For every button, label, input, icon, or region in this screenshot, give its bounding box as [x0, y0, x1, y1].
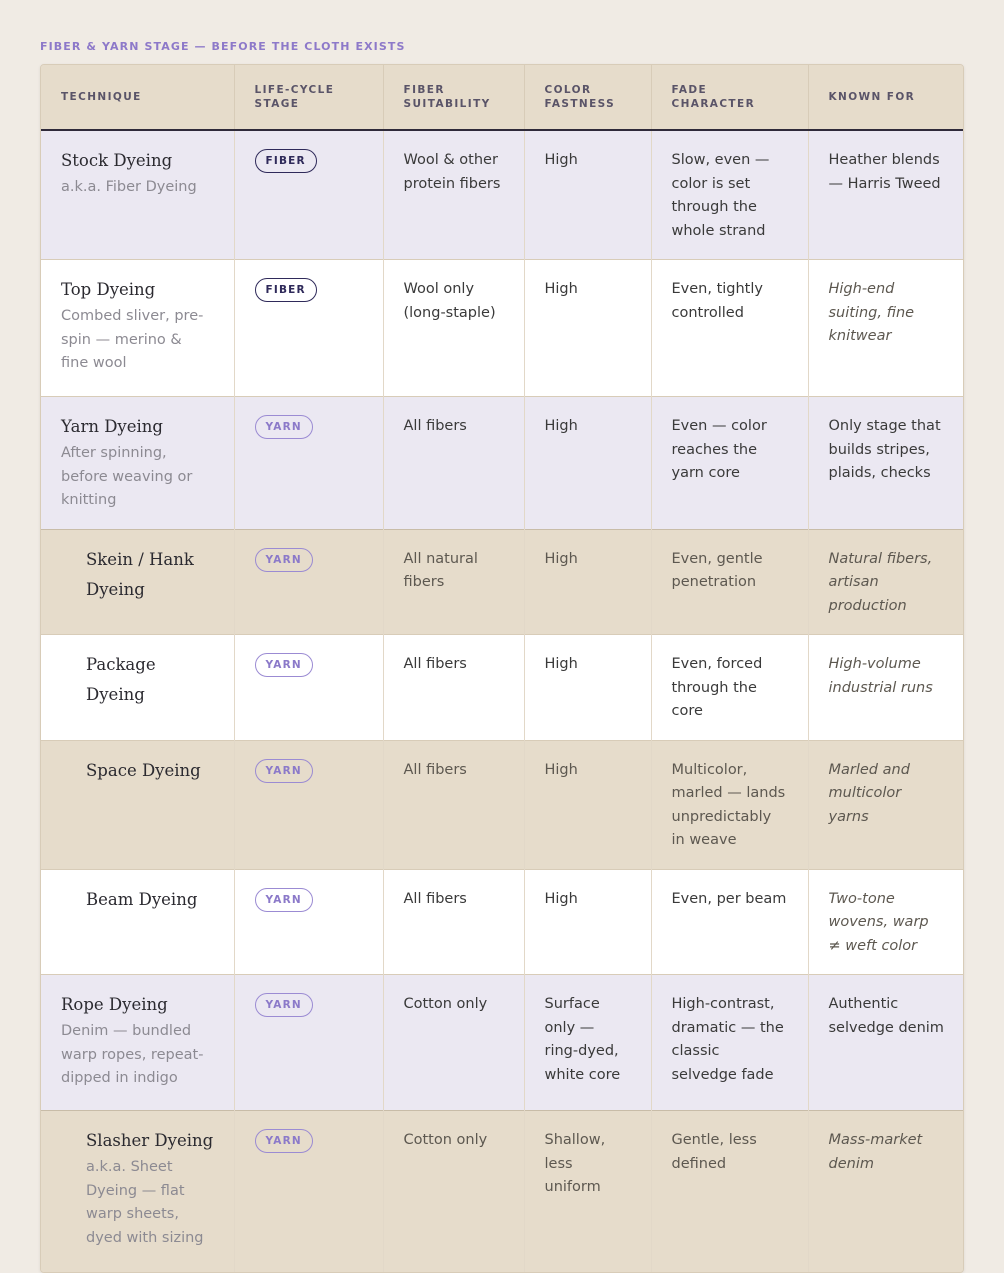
technique-cell [41, 397, 234, 530]
header-fastness: COLOR FASTNESS [524, 65, 651, 130]
header-fade: FADE CHARACTER [651, 65, 808, 130]
header-known: KNOWN FOR [828, 91, 916, 103]
technique-note: a.k.a. Sheet Dyeing — flat warp sheets, dyed with sizing [86, 1159, 204, 1246]
technique-note: a.k.a. Fiber Dyeing [61, 179, 197, 195]
technique-name: Beam Dyeing [86, 889, 198, 909]
stage-cell [234, 260, 383, 397]
fade-cell: Even, per beam [651, 869, 808, 975]
table-row [41, 1111, 964, 1272]
stage-cell [234, 740, 383, 869]
stage-badge: FIBER [255, 149, 317, 173]
stage-cell [234, 130, 383, 260]
table-row [41, 130, 964, 260]
fade-cell: Even, tightly controlled [651, 260, 808, 397]
fiber-cell: All fibers [383, 397, 524, 530]
stage-badge: YARN [255, 653, 313, 677]
technique-cell [41, 1111, 234, 1272]
table-row [41, 740, 964, 869]
fade-cell: Multicolor, marled — lands unpredictably in weave [651, 740, 808, 869]
stage-badge: YARN [255, 1129, 313, 1153]
technique-note: Denim — bundled warp ropes, repeat-dipped in indigo [61, 1023, 204, 1086]
technique-name: Yarn Dyeing [61, 417, 163, 436]
known-cell [808, 635, 964, 741]
technique-cell [41, 260, 234, 397]
fastness-cell: Shallow, less uniform [524, 1111, 651, 1272]
technique-note: Combed sliver, pre-spin — merino & fine wool [61, 308, 204, 371]
fiber-cell: Cotton only [383, 1111, 524, 1272]
fade-cell: Even — color reaches the yarn core [651, 397, 808, 530]
stage-cell [234, 869, 383, 975]
header-technique: TECHNIQUE [41, 65, 234, 130]
fastness-cell: High [524, 869, 651, 975]
fastness-cell: High [524, 635, 651, 741]
technique-name: Stock Dyeing [61, 151, 173, 170]
technique-name: Rope Dyeing [61, 995, 168, 1014]
technique-name: Skein / Hank Dyeing [86, 549, 194, 599]
known-cell: Authentic selvedge denim [808, 975, 964, 1111]
stage-badge: YARN [255, 415, 313, 439]
technique-cell [41, 975, 234, 1111]
stage-cell [234, 397, 383, 530]
known-cell [808, 869, 964, 975]
fiber-cell: All fibers [383, 740, 524, 869]
header-stage: LIFE-CYCLE STAGE [234, 65, 383, 130]
technique-name: Space Dyeing [86, 760, 201, 780]
technique-cell [41, 529, 234, 635]
table-caption: FIBER & YARN STAGE — BEFORE THE CLOTH EXISTS [40, 40, 406, 53]
fastness-cell: High [524, 529, 651, 635]
technique-name: Top Dyeing [61, 280, 156, 299]
table-row [41, 635, 964, 741]
stage-cell [234, 1111, 383, 1272]
fastness-cell: Surface only — ring-dyed, white core [524, 975, 651, 1111]
known-text: High-volume industrial runs [828, 656, 933, 696]
known-cell: Heather blends — Harris Tweed [808, 130, 964, 260]
fastness-cell: High [524, 397, 651, 530]
stage-cell [234, 975, 383, 1111]
known-text: Two-tone wovens, warp ≠ weft color [828, 890, 929, 954]
technique-cell [41, 130, 234, 260]
known-cell [808, 740, 964, 869]
dyeing-table [40, 64, 964, 1273]
header-fiber: FIBER SUITABILITY [383, 65, 524, 130]
fiber-cell: Cotton only [383, 975, 524, 1111]
known-text: Natural fibers, artisan production [828, 550, 933, 614]
technique-cell [41, 635, 234, 741]
known-cell [808, 1111, 964, 1272]
known-text: High-end suiting, fine knitwear [828, 281, 915, 344]
fiber-cell: Wool only (long-staple) [383, 260, 524, 397]
known-cell [808, 260, 964, 397]
technique-name: Slasher Dyeing [86, 1131, 214, 1150]
fade-cell: Even, gentle penetration [651, 529, 808, 635]
table-row [41, 397, 964, 530]
stage-cell [234, 529, 383, 635]
table-row [41, 529, 964, 635]
fade-cell: Slow, even — color is set through the whole strand [651, 130, 808, 260]
technique-note: After spinning, before weaving or knitting [61, 445, 193, 508]
fastness-cell: High [524, 740, 651, 869]
fiber-cell: Wool & other protein fibers [383, 130, 524, 260]
technique-cell [41, 740, 234, 869]
fiber-cell: All fibers [383, 869, 524, 975]
table-row [41, 975, 964, 1111]
table-row [41, 869, 964, 975]
known-text: Marled and multicolor yarns [828, 761, 910, 825]
header-row [41, 65, 964, 130]
fastness-cell: High [524, 130, 651, 260]
known-cell [808, 529, 964, 635]
known-cell: Only stage that builds stripes, plaids, checks [808, 397, 964, 530]
stage-badge: YARN [255, 548, 313, 572]
stage-badge: YARN [255, 888, 313, 912]
fade-cell: Even, forced through the core [651, 635, 808, 741]
technique-cell [41, 869, 234, 975]
technique-name: Package Dyeing [86, 655, 156, 704]
known-text: Mass-market denim [828, 1132, 923, 1172]
fade-cell: High-contrast, dramatic — the classic selvedge fade [651, 975, 808, 1111]
stage-badge: YARN [255, 759, 313, 783]
fastness-cell: High [524, 260, 651, 397]
fade-cell: Gentle, less defined [651, 1111, 808, 1272]
table-row [41, 260, 964, 397]
stage-cell [234, 635, 383, 741]
fiber-cell: All natural fibers [383, 529, 524, 635]
stage-badge: YARN [255, 993, 313, 1017]
fiber-cell: All fibers [383, 635, 524, 741]
stage-badge: FIBER [255, 278, 317, 302]
